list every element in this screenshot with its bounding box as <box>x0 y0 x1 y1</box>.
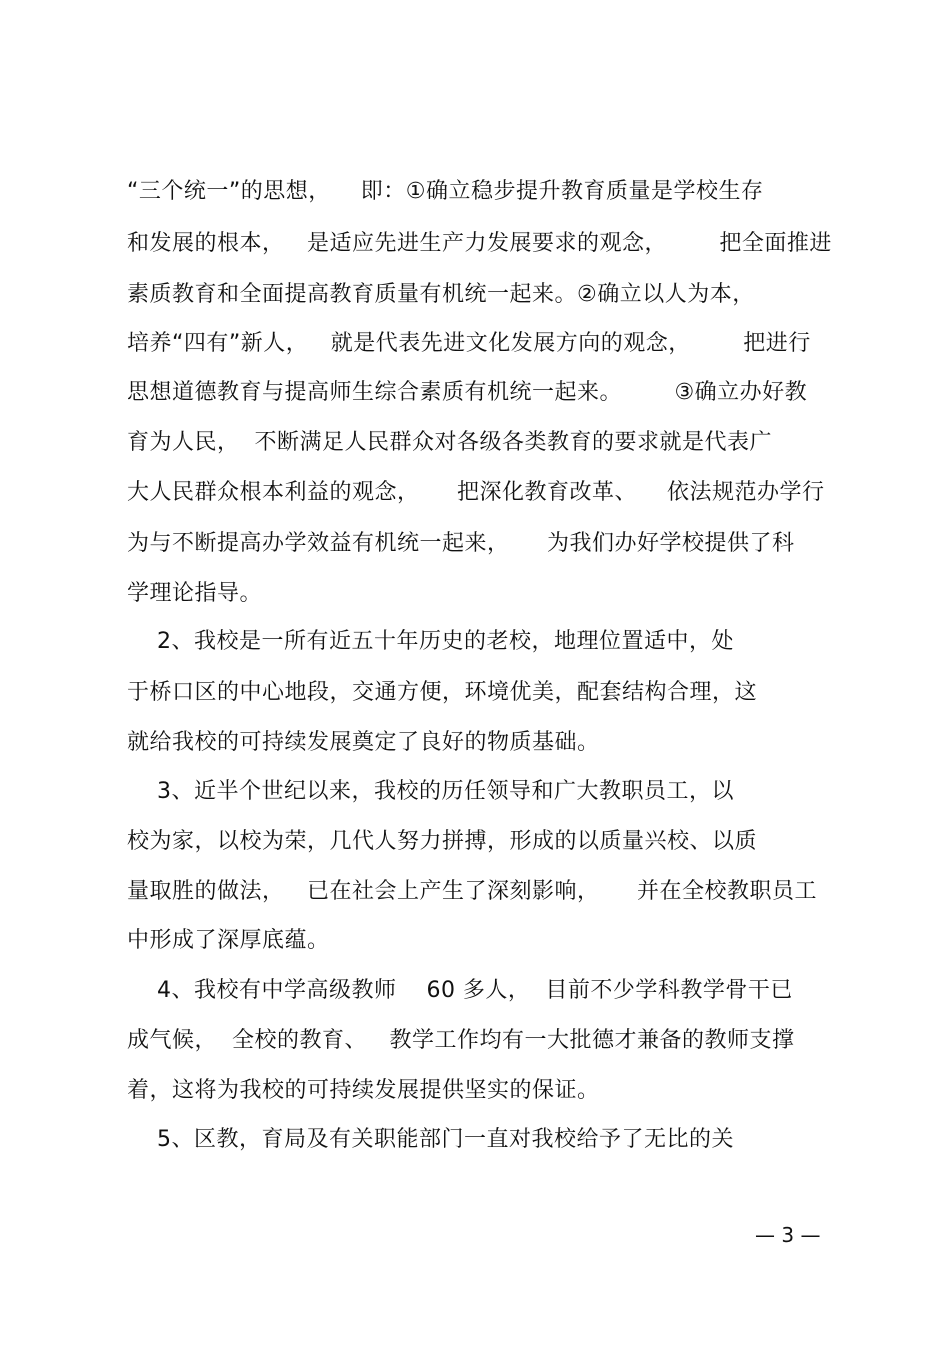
text-line: 为与不断提高办学效益有机统一起来， 为我们办好学校提供了科 <box>127 531 795 556</box>
text-line: 中形成了深厚底蕴。 <box>127 928 330 953</box>
text-line: 着，这将为我校的可持续发展提供坚实的保证。 <box>127 1078 600 1103</box>
paragraph-line: 2、我校是一所有近五十年历史的老校，地理位置适中，处 <box>127 629 734 654</box>
paragraph-line: 4、我校有中学高级教师 60 多人， 目前不少学科教学骨干已 <box>127 978 793 1003</box>
paragraph-line: 3、近半个世纪以来，我校的历任领导和广大教职员工，以 <box>127 779 734 804</box>
text-line: 校为家，以校为荣，几代人努力拼搏，形成的以质量兴校、以质 <box>127 829 758 854</box>
text-line: 大人民群众根本利益的观念， 把深化教育改革、 依法规范办学行 <box>127 480 825 505</box>
text-line: 于桥口区的中心地段，交通方便，环境优美，配套结构合理，这 <box>127 680 758 705</box>
text-line: 培养“四有”新人， 就是代表先进文化发展方向的观念， 把进行 <box>127 331 811 356</box>
page-number: — 3 — <box>755 1223 821 1247</box>
text-line: 思想道德教育与提高师生综合素质有机统一起来。 ③确立办好教 <box>127 380 808 405</box>
text-line: 育为人民， 不断满足人民群众对各级各类教育的要求就是代表广 <box>127 430 772 455</box>
text-line: 学理论指导。 <box>127 581 263 606</box>
text-line: 素质教育和全面提高教育质量有机统一起来。②确立以人为本， <box>127 282 755 307</box>
text-line: 量取胜的做法， 已在社会上产生了深刻影响， 并在全校教职员工 <box>127 879 817 904</box>
text-line: 成气候， 全校的教育、 教学工作均有一大批德才兼备的教师支撑 <box>127 1028 795 1053</box>
text-line: 和发展的根本， 是适应先进生产力发展要求的观念， 把全面推进 <box>127 231 832 256</box>
text-line: 就给我校的可持续发展奠定了良好的物质基础。 <box>127 730 600 755</box>
paragraph-line: 5、区教，育局及有关职能部门一直对我校给予了无比的关 <box>127 1127 734 1152</box>
text-line: “三个统一”的思想， 即：①确立稳步提升教育质量是学校生存 <box>127 179 764 204</box>
